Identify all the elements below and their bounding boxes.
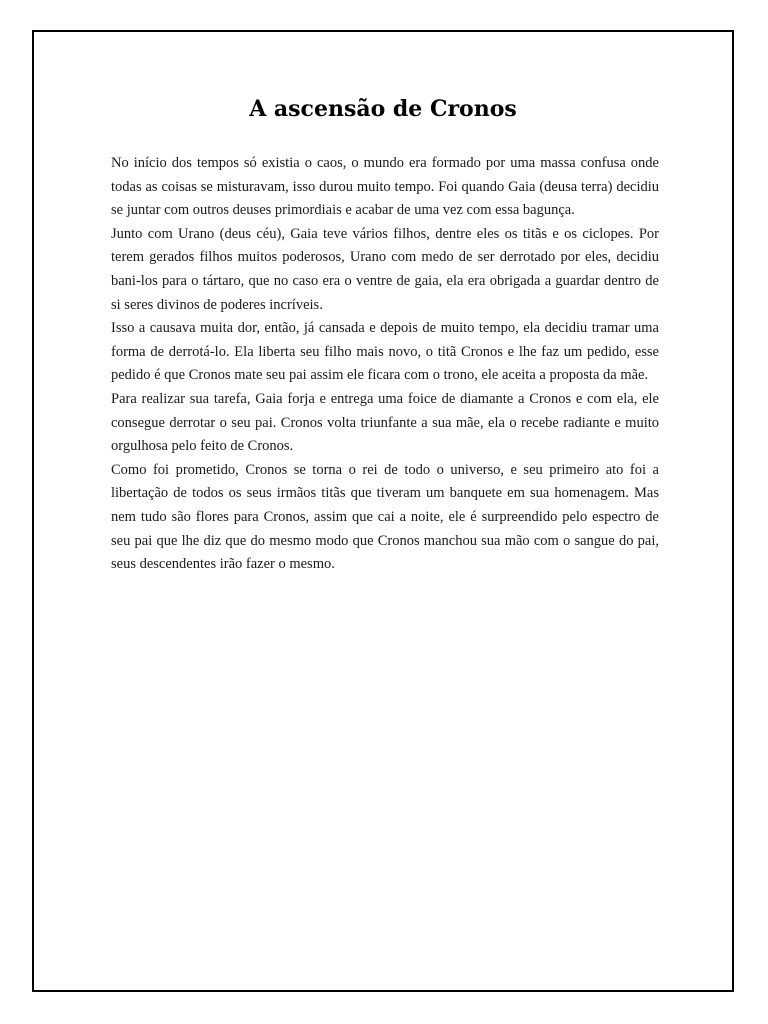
- document-body: [111, 152, 659, 577]
- paragraph-1: No início dos tempos só existia o caos, o mundo era formado por uma massa confusa onde todas as coisas se misturavam, isso durou muito tempo. Foi quando Gaia (deusa terra) decidiu se juntar com outros deuses primordiais e acabar de uma vez com essa bagunça.: [111, 155, 659, 219]
- paragraph-3: Isso a causava muita dor, então, já cansada e depois de muito tempo, ela decidiu tramar uma forma de derrotá-lo. Ela liberta seu filho mais novo, o titã Cronos e lhe faz um pedido, esse pedido é que Cronos mate seu pai assim ele ficara com o trono, ele aceita a proposta da mãe.: [111, 320, 659, 384]
- paragraph-5: Como foi prometido, Cronos se torna o rei de todo o universo, e seu primeiro ato foi a libertação de todos os seus irmãos titãs que tiveram um banquete em sua homenagem. Mas nem tudo são flores para Cronos, assim que cai a noite, ele é surpreendido pelo espectro de seu pai que lhe diz que do mesmo modo que Cronos manchou sua mão com o sangue do pai, seus descendentes irão fazer o mesmo.: [111, 461, 659, 573]
- document-title: A ascensão de Cronos: [249, 96, 517, 122]
- paragraph-4: Para realizar sua tarefa, Gaia forja e entrega uma foice de diamante a Cronos e com ela, ele consegue derrotar o seu pai. Cronos volta triunfante a sua mãe, ela o recebe radiante e muito orgulhosa pelo feito de Cronos.: [111, 390, 659, 455]
- document-page: [32, 30, 734, 992]
- paragraph-2: Junto com Urano (deus céu), Gaia teve vários filhos, dentre eles os titãs e os ciclopes. Por terem gerados filhos muitos poderosos, Urano com medo de ser derrotado por eles, decidiu bani-los para o tártaro, que no caso era o ventre de gaia, ela era obrigada a guardar dentro de si seres divinos de poderes incríveis.: [111, 225, 659, 313]
